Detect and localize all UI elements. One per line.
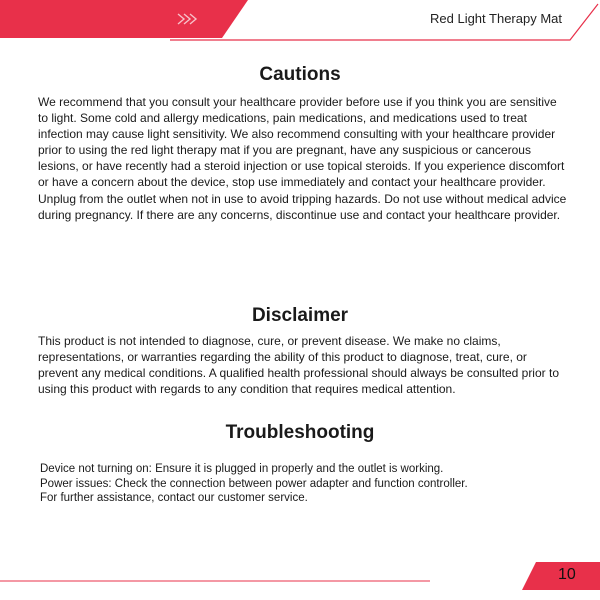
- page-number: 10: [558, 566, 576, 583]
- cautions-heading: Cautions: [259, 64, 341, 85]
- cautions-paragraph: We recommend that you consult your healthcare provider before use if you think you are sensitive to light. Some cold and allergy medications, pain medications, and medications used to treat infection may cause light sensitivity. We also recommend consulting with your healthcare provider prior to using the red light therapy mat if you are pregnant, have any suspicious or cancerous lesions, or have recently had a steroid injection or use topical steroids. If you experience discomfort or have a concern about the device, stop use immediately and contact your healthcare provider. Unplug from the outlet when not in use to avoid tripping hazards. Do not use without medical advice during pregnancy. If there are any concerns, discontinue use and contact your healthcare provider.: [38, 95, 567, 222]
- header-red-ribbon: [0, 0, 248, 38]
- troubleshooting-list: [40, 462, 560, 506]
- troubleshooting-item: Power issues: Check the connection between power adapter and function controller.: [40, 477, 468, 490]
- disclaimer-heading: Disclaimer: [251, 305, 349, 326]
- troubleshooting-item: Device not turning on: Ensure it is plugged in properly and the outlet is working.: [40, 463, 444, 475]
- footer-banner: [0, 560, 600, 600]
- troubleshooting-item: For further assistance, contact our customer service.: [40, 492, 308, 504]
- document-title: Red Light Therapy Mat: [430, 11, 562, 26]
- troubleshooting-heading: Troubleshooting: [225, 422, 375, 443]
- disclaimer-paragraph: This product is not intended to diagnose, cure, or prevent disease. We make no claims, representations, or warranties regarding the ability of this product to diagnose, treat, cure, or prevent any medical conditions. A qualified health professional should always be consulted prior to using this product with regards to any condition that requires medical attention.: [38, 334, 559, 397]
